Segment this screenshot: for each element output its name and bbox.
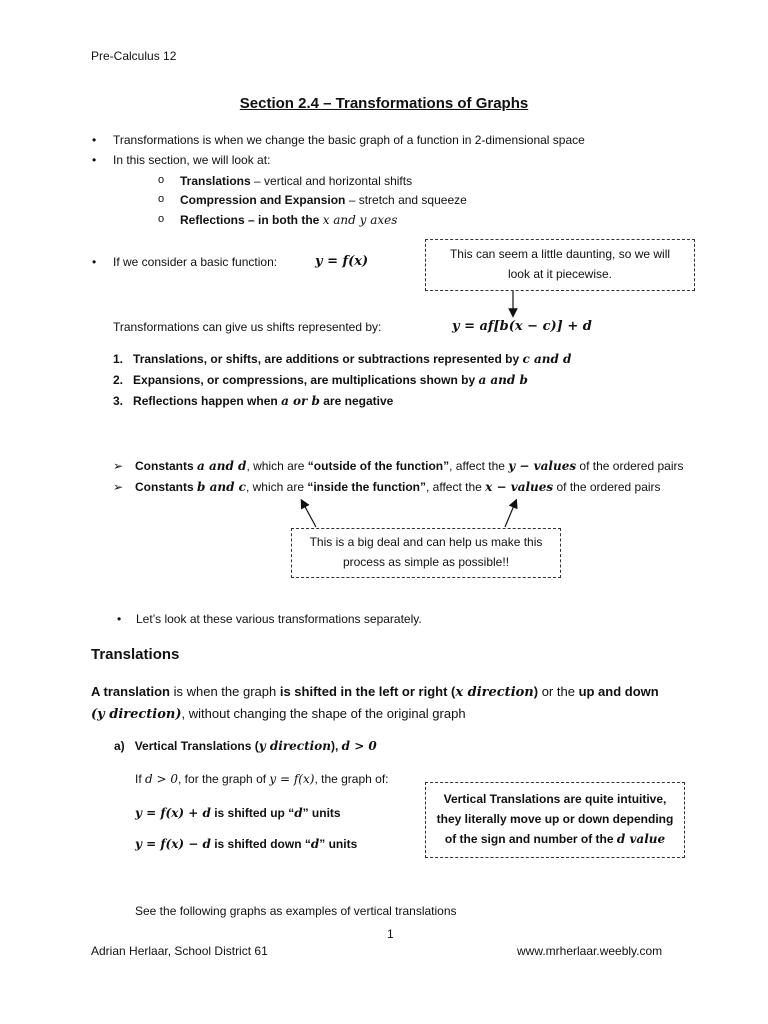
big-deal-note: This is a big deal and can help us make this process as simple as possible!! [291, 528, 561, 578]
translation-definition-line-2: (y direction), without changing the shape of the original graph [91, 706, 466, 722]
constants-a-d: Constants a and d, which are “outside of the function”, affect the y − values of the ordered pairs [135, 459, 684, 473]
right-bigdeal-arrow [505, 503, 515, 527]
numbered-item-3: 3. Reflections happen when a or b are negative [113, 394, 394, 408]
vertical-if-statement: If d > 0, for the graph of y = f(x), the graph of: [135, 772, 389, 786]
footer-author: Adrian Herlaar, School District 61 [91, 944, 268, 958]
shift-down-rule: y = f(x) − d is shifted down “d” units [135, 837, 358, 851]
basic-function-formula: y = f(x) [315, 254, 369, 269]
see-graphs-text: See the following graphs as examples of vertical translations [135, 904, 457, 918]
daunting-note: This can seem a little daunting, so we will look at it piecewise. [425, 239, 695, 291]
translation-definition-line-1: A translation is when the graph is shifted in the left or right (x direction) or the up and down [91, 684, 659, 700]
intro-bullet-2: In this section, we will look at: [113, 153, 271, 167]
page-number: 1 [387, 927, 394, 941]
vertical-translations-title: a) Vertical Translations (y direction), d > 0 [114, 739, 377, 753]
numbered-item-2: 2. Expansions, or compressions, are multiplications shown by a and b [113, 373, 528, 387]
arrow-bullet-icon: ➢ [113, 459, 124, 473]
vertical-intuitive-note: Vertical Translations are quite intuitive, they literally move up or down depending of the sign and number of the d value [425, 782, 685, 858]
shifts-label: Transformations can give us shifts represented by: [113, 320, 382, 334]
shift-up-rule: y = f(x) + d is shifted up “d” units [135, 806, 341, 820]
basic-function-label: If we consider a basic function: [113, 255, 278, 269]
sub-item-translations: Translations – vertical and horizontal shifts [180, 174, 413, 188]
bullet-icon: • [92, 133, 97, 147]
separately-text: Let’s look at these various transformations separately. [136, 612, 422, 626]
transformation-formula: y = af[b(x − c)] + d [452, 319, 592, 334]
sub-item-reflections: Reflections – in both the x and y axes [180, 213, 398, 227]
bullet-icon: • [92, 153, 97, 167]
constants-b-c: Constants b and c, which are “inside the function”, affect the x − values of the ordered pairs [135, 480, 661, 494]
page-title: Section 2.4 – Transformations of Graphs [239, 95, 529, 112]
arrow-bullet-icon: ➢ [113, 480, 124, 494]
intro-bullet-1: Transformations is when we change the basic graph of a function in 2-dimensional space [113, 133, 585, 147]
footer-website[interactable]: www.mrherlaar.weebly.com [517, 944, 663, 958]
circle-bullet-icon: o [158, 193, 165, 205]
translations-heading: Translations [91, 646, 180, 663]
course-header: Pre-Calculus 12 [91, 49, 177, 63]
circle-bullet-icon: o [158, 213, 165, 225]
sub-item-compression: Compression and Expansion – stretch and squeeze [180, 193, 467, 207]
bullet-icon: • [92, 255, 97, 269]
left-bigdeal-arrow [303, 503, 316, 527]
numbered-item-1: 1. Translations, or shifts, are additions or subtractions represented by c and d [113, 352, 572, 366]
circle-bullet-icon: o [158, 174, 165, 186]
bullet-icon: • [117, 612, 122, 626]
